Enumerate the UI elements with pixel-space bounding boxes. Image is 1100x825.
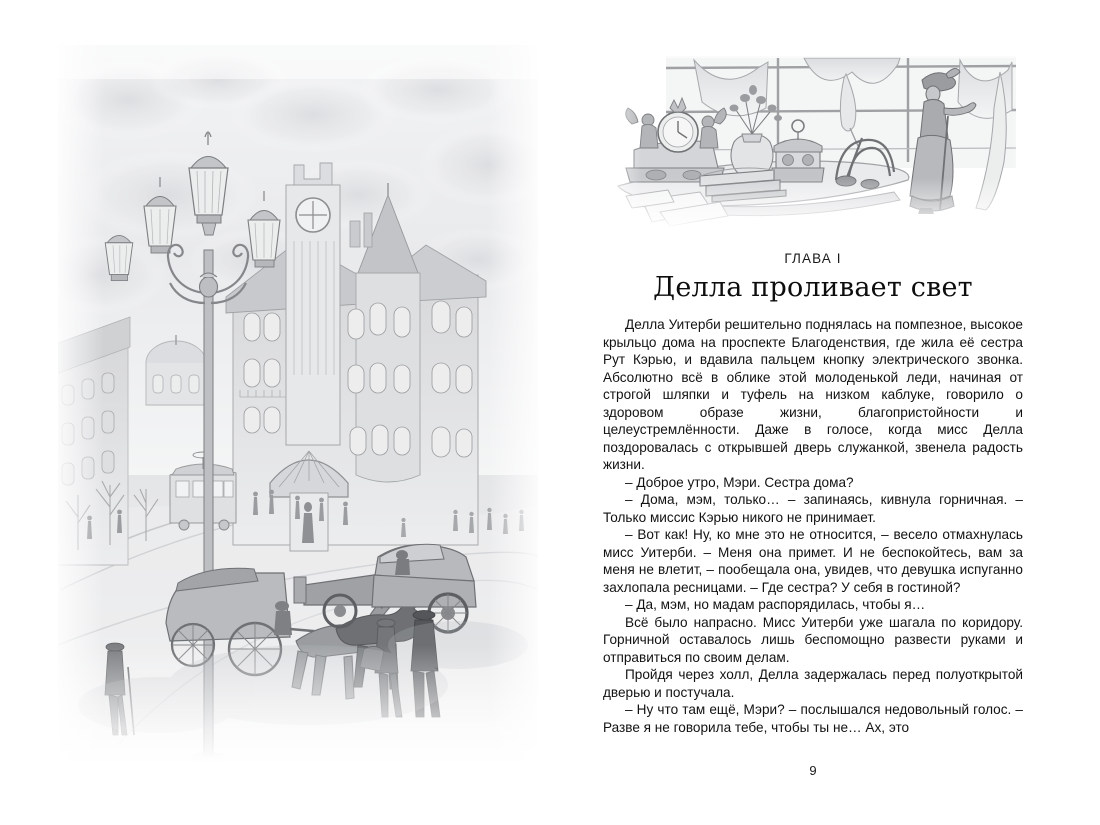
- street-scene-illustration: [58, 45, 538, 765]
- page-number: 9: [809, 763, 817, 778]
- chapter-title: Делла проливает свет: [653, 271, 973, 303]
- chapter-heading-block: [603, 252, 1023, 321]
- paragraph: – Да, мэм, но мадам распорядилась, чтобы я…: [625, 597, 926, 612]
- paragraph: – Дома, мэм, только… – запинаясь, кивнула горничная. – Только миссис Кэрью никого не принимает.: [603, 492, 1023, 525]
- body-text: [603, 316, 1023, 736]
- spread-gutter: [550, 0, 551, 825]
- paragraph: Всё было напрасно. Мисс Уитерби уже шагала по коридору. Горничной оставалось лишь беспомощно развести руками и отправиться по своим делам.: [603, 614, 1023, 665]
- paragraph: – Доброе утро, Мэри. Сестра дома?: [625, 474, 854, 490]
- paragraph: – Вот как! Ну, ко мне это не относится, – весело отмахнулась мисс Уитерби. – Меня она примет. И не беспокойтесь, вам за меня не влетит, – пообещала она, увидев, что девушка испуганно захлопала ресницами. – Где сестра? У себя в гостиной?: [603, 527, 1023, 595]
- chapter-label: ГЛАВА I: [784, 251, 842, 266]
- paragraph: Делла Уитерби решительно поднялась на помпезное, высокое крыльцо дома на проспекте Благоденствия, где жила её сестра Рут Кэрью, и вдавила пальцем кнопку электрического звонка. Абсолютно всё в облике этой молоденькой леди, начиная от строгой шляпки и туфель на низком каблуке, говорило о здоровом образе жизни, благопристойности и целеустремлённости. Даже в голосе, когда мисс Делла поздоровалась с открывшей дверь служанкой, звенела радость жизни.: [603, 317, 1023, 472]
- paragraph: Пройдя через холл, Делла задержалась перед полуоткрытой дверью и постучала.: [603, 667, 1023, 700]
- right-page: [550, 0, 1100, 825]
- paragraph: – Ну что там ещё, Мэри? – послышался недовольный голос. – Разве я не говорила тебе, чтобы ты не… Ах, это: [603, 702, 1023, 735]
- parlour-vignette-illustration: [608, 50, 1040, 230]
